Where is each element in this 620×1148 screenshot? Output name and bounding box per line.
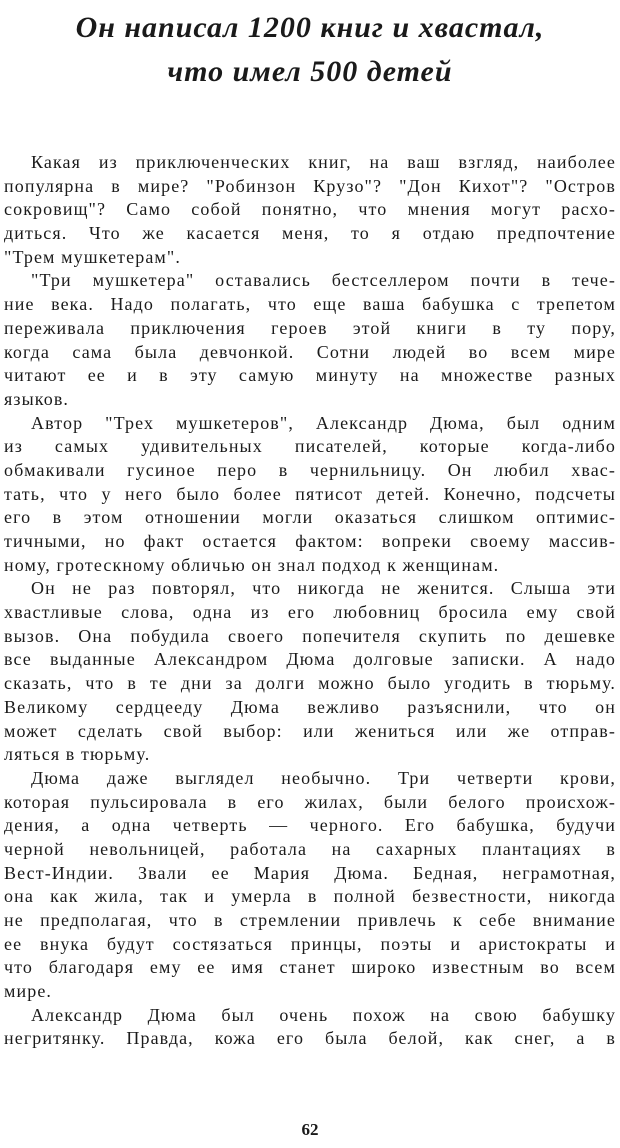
text-line: ее внука будут состязаться принцы, поэты и аристократы и — [4, 933, 616, 954]
text-line: языков. — [4, 388, 70, 409]
text-line: ляться в тюрьму. — [4, 744, 151, 765]
text-line: которая пульсировала в его жилах, были белого происхож- — [4, 791, 616, 812]
text-line: тать, что у него было более пятисот детей. Конечно, подсчеты — [4, 483, 616, 504]
paragraph — [4, 767, 616, 1004]
text-line: ному, гротескному обличью он знал подход к женщинам. — [4, 554, 500, 575]
text-line: вызов. Она побудила своего попечителя скупить по дешевке — [4, 625, 616, 646]
text-line: "Трем мушкетерам". — [4, 246, 181, 267]
paragraph — [4, 412, 616, 578]
paragraph — [4, 577, 616, 767]
text-line: ние века. Надо полагать, что еще ваша бабушка с трепетом — [4, 294, 616, 315]
text-line: не предполагая, что в стремлении привлечь к себе внимание — [4, 910, 616, 930]
chapter-title — [0, 6, 620, 94]
text-line: Он не раз повторял, что никогда не женится. Слыша эти — [31, 578, 616, 599]
paragraph — [4, 269, 616, 411]
text-line: переживала приключения героев этой книги в ту пору, — [4, 317, 616, 338]
text-line: Александр Дюма был очень похож на свою бабушку — [31, 1004, 616, 1025]
text-line: сказать, что в те дни за долги можно было угодить в тюрьму. — [4, 673, 616, 694]
text-line: все выданные Александром Дюма долговые записки. А надо — [4, 649, 616, 670]
text-line: сокровищ"? Само собой понятно, что мнения могут расхо- — [4, 199, 616, 220]
text-line: когда сама была девчонкой. Сотни людей во всем мире — [4, 341, 616, 362]
text-line: его в этом отношении могли оказаться слишком оптимис- — [4, 507, 616, 528]
text-line: черной невольницей, работала на сахарных плантациях в — [4, 838, 616, 859]
text-line: диться. Что же касается меня, то я отдаю предпочтение — [4, 223, 616, 244]
text-line: хвастливые слова, одна из его любовниц бросила ему свой — [4, 602, 616, 623]
text-line: из самых удивительных писателей, которые когда-либо — [4, 436, 616, 457]
text-line: негритянку. Правда, кожа его была белой, как снег, а в — [4, 1028, 616, 1049]
chapter-title-line-2: что имел 500 детей — [167, 55, 453, 88]
text-line: она как жила, так и умерла в полной безвестности, никогда — [4, 886, 616, 907]
text-line: "Три мушкетера" оставались бестселлером почти в тече- — [31, 270, 616, 291]
text-line: может сделать свой выбор: или жениться или же отправ- — [4, 720, 616, 741]
text-line: дения, а одна четверть — черного. Его бабушка, будучи — [4, 815, 616, 836]
text-line: Какая из приключенческих книг, на ваш взгляд, наиболее — [31, 152, 616, 172]
paragraph — [4, 1004, 616, 1051]
text-line: мире. — [4, 981, 53, 1002]
text-line: популярна в мире? "Робинзон Крузо"? "Дон Кихот"? "Остров — [4, 175, 616, 196]
body-text — [4, 151, 616, 1051]
text-line: Вест-Индии. Звали ее Мария Дюма. Бедная, неграмотная, — [4, 862, 616, 883]
text-line: что благодаря ему ее имя станет широко известным во всем — [4, 957, 616, 978]
text-line: Автор "Трех мушкетеров", Александр Дюма, был одним — [31, 412, 616, 433]
chapter-title-line-1: Он написал 1200 книг и хвастал, — [75, 11, 545, 44]
text-line: обмакивали гусиное перо в чернильницу. Он любил хвас- — [4, 459, 616, 480]
paragraph — [4, 151, 616, 269]
text-line: Великому сердцееду Дюма вежливо разъяснили, что он — [4, 696, 616, 717]
page-number: 62 — [301, 1120, 319, 1139]
text-line: Дюма даже выглядел необычно. Три четверти крови, — [31, 767, 616, 788]
text-line: тичными, но факт остается фактом: вопреки своему массив- — [4, 531, 616, 551]
text-line: читают ее и в эту самую минуту на множестве разных — [4, 365, 616, 386]
